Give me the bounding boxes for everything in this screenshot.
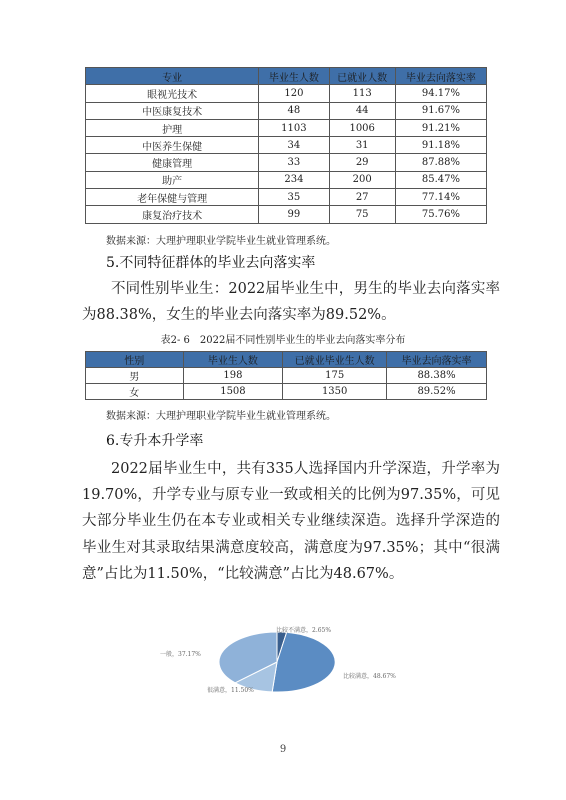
cell-rate: 77.14%	[395, 189, 486, 206]
source-note-2: 数据来源：大理护理职业学院毕业生就业管理系统。	[106, 411, 336, 422]
major-placement-table	[85, 67, 487, 224]
cell-major: 护理	[86, 119, 259, 136]
section5-heading: 5.不同特征群体的毕业去向落实率	[106, 255, 316, 271]
cell-graduates: 1508	[183, 384, 283, 400]
cell-major: 康复治疗技术	[86, 206, 259, 223]
col-header-major: 专业	[86, 68, 259, 85]
cell-major: 老年保健与管理	[86, 189, 259, 206]
gender-placement-table	[85, 351, 487, 400]
col-header-gender: 性别	[86, 352, 184, 368]
table-row	[86, 154, 487, 171]
cell-graduates: 33	[259, 154, 329, 171]
section5-paragraph: 不同性别毕业生：2022届毕业生中，男生的毕业去向落实率为88.38%，女生的毕业去向落实率为89.52%。	[82, 281, 500, 324]
table-row	[86, 189, 487, 206]
cell-employed: 200	[329, 171, 395, 188]
pie-label-fairly-satisfied: 比较满意，48.67%	[343, 673, 396, 680]
cell-major: 健康管理	[86, 154, 259, 171]
table-row	[86, 368, 487, 384]
cell-employed: 29	[329, 154, 395, 171]
cell-graduates: 99	[259, 206, 329, 223]
cell-graduates: 35	[259, 189, 329, 206]
col-header-rate: 毕业去向落实率	[395, 68, 486, 85]
section6-paragraph: 2022届毕业生中，共有335人选择国内升学深造，升学率为19.70%，升学专业与原专业一致或相关的比例为97.35%，可见大部分毕业生仍在本专业或相关专业继续深造。选择升学深造的毕业生对其录取结果满意度较高，满意度为97.35%；其中“很满意”占比为11.50%，“比较满意”占比为48.67%。	[82, 461, 500, 582]
cell-rate: 87.88%	[395, 154, 486, 171]
table-row	[86, 206, 487, 223]
cell-graduates: 1103	[259, 119, 329, 136]
table-row	[86, 102, 487, 119]
table2-caption: 表2- 6 2022届不同性别毕业生的毕业去向落实率分布	[160, 335, 406, 346]
cell-employed: 31	[329, 137, 395, 154]
col-header-graduates: 毕业生人数	[183, 352, 283, 368]
cell-graduates: 120	[259, 85, 329, 102]
col-header-graduates: 毕业生人数	[259, 68, 329, 85]
cell-employed: 1006	[329, 119, 395, 136]
cell-graduates: 198	[183, 368, 283, 384]
table-row	[86, 119, 487, 136]
pie-label-slightly-dissatisfied: 比较不满意，2.65%	[276, 627, 332, 634]
cell-rate: 89.52%	[387, 384, 487, 400]
cell-graduates: 34	[259, 137, 329, 154]
section6-heading: 6.专升本升学率	[106, 433, 204, 449]
table-row	[86, 171, 487, 188]
cell-rate: 94.17%	[395, 85, 486, 102]
cell-rate: 91.67%	[395, 102, 486, 119]
cell-employed: 175	[283, 368, 387, 384]
table-header-row	[86, 352, 487, 368]
pie-label-neutral: 一般，37.17%	[160, 651, 201, 658]
cell-rate: 88.38%	[387, 368, 487, 384]
cell-graduates: 234	[259, 171, 329, 188]
table-header-row	[86, 68, 487, 85]
cell-employed: 75	[329, 206, 395, 223]
cell-major: 眼视光技术	[86, 85, 259, 102]
cell-employed: 113	[329, 85, 395, 102]
cell-employed: 44	[329, 102, 395, 119]
cell-employed: 27	[329, 189, 395, 206]
cell-major: 中医养生保健	[86, 137, 259, 154]
col-header-rate: 毕业去向落实率	[387, 352, 487, 368]
cell-major: 中医康复技术	[86, 102, 259, 119]
col-header-employed: 已就业毕业生人数	[283, 352, 387, 368]
table-row	[86, 384, 487, 400]
cell-graduates: 48	[259, 102, 329, 119]
col-header-employed: 已就业人数	[329, 68, 395, 85]
cell-gender: 男	[86, 368, 184, 384]
cell-rate: 91.21%	[395, 119, 486, 136]
cell-gender: 女	[86, 384, 184, 400]
cell-employed: 1350	[283, 384, 387, 400]
source-note-1: 数据来源：大理护理职业学院毕业生就业管理系统。	[106, 236, 336, 247]
cell-major: 助产	[86, 171, 259, 188]
cell-rate: 91.18%	[395, 137, 486, 154]
page-number: 9	[279, 744, 287, 755]
pie-label-very-satisfied: 很满意，11.50%	[207, 687, 254, 694]
table-row	[86, 137, 487, 154]
cell-rate: 85.47%	[395, 171, 486, 188]
cell-rate: 75.76%	[395, 206, 486, 223]
table-row	[86, 85, 487, 102]
